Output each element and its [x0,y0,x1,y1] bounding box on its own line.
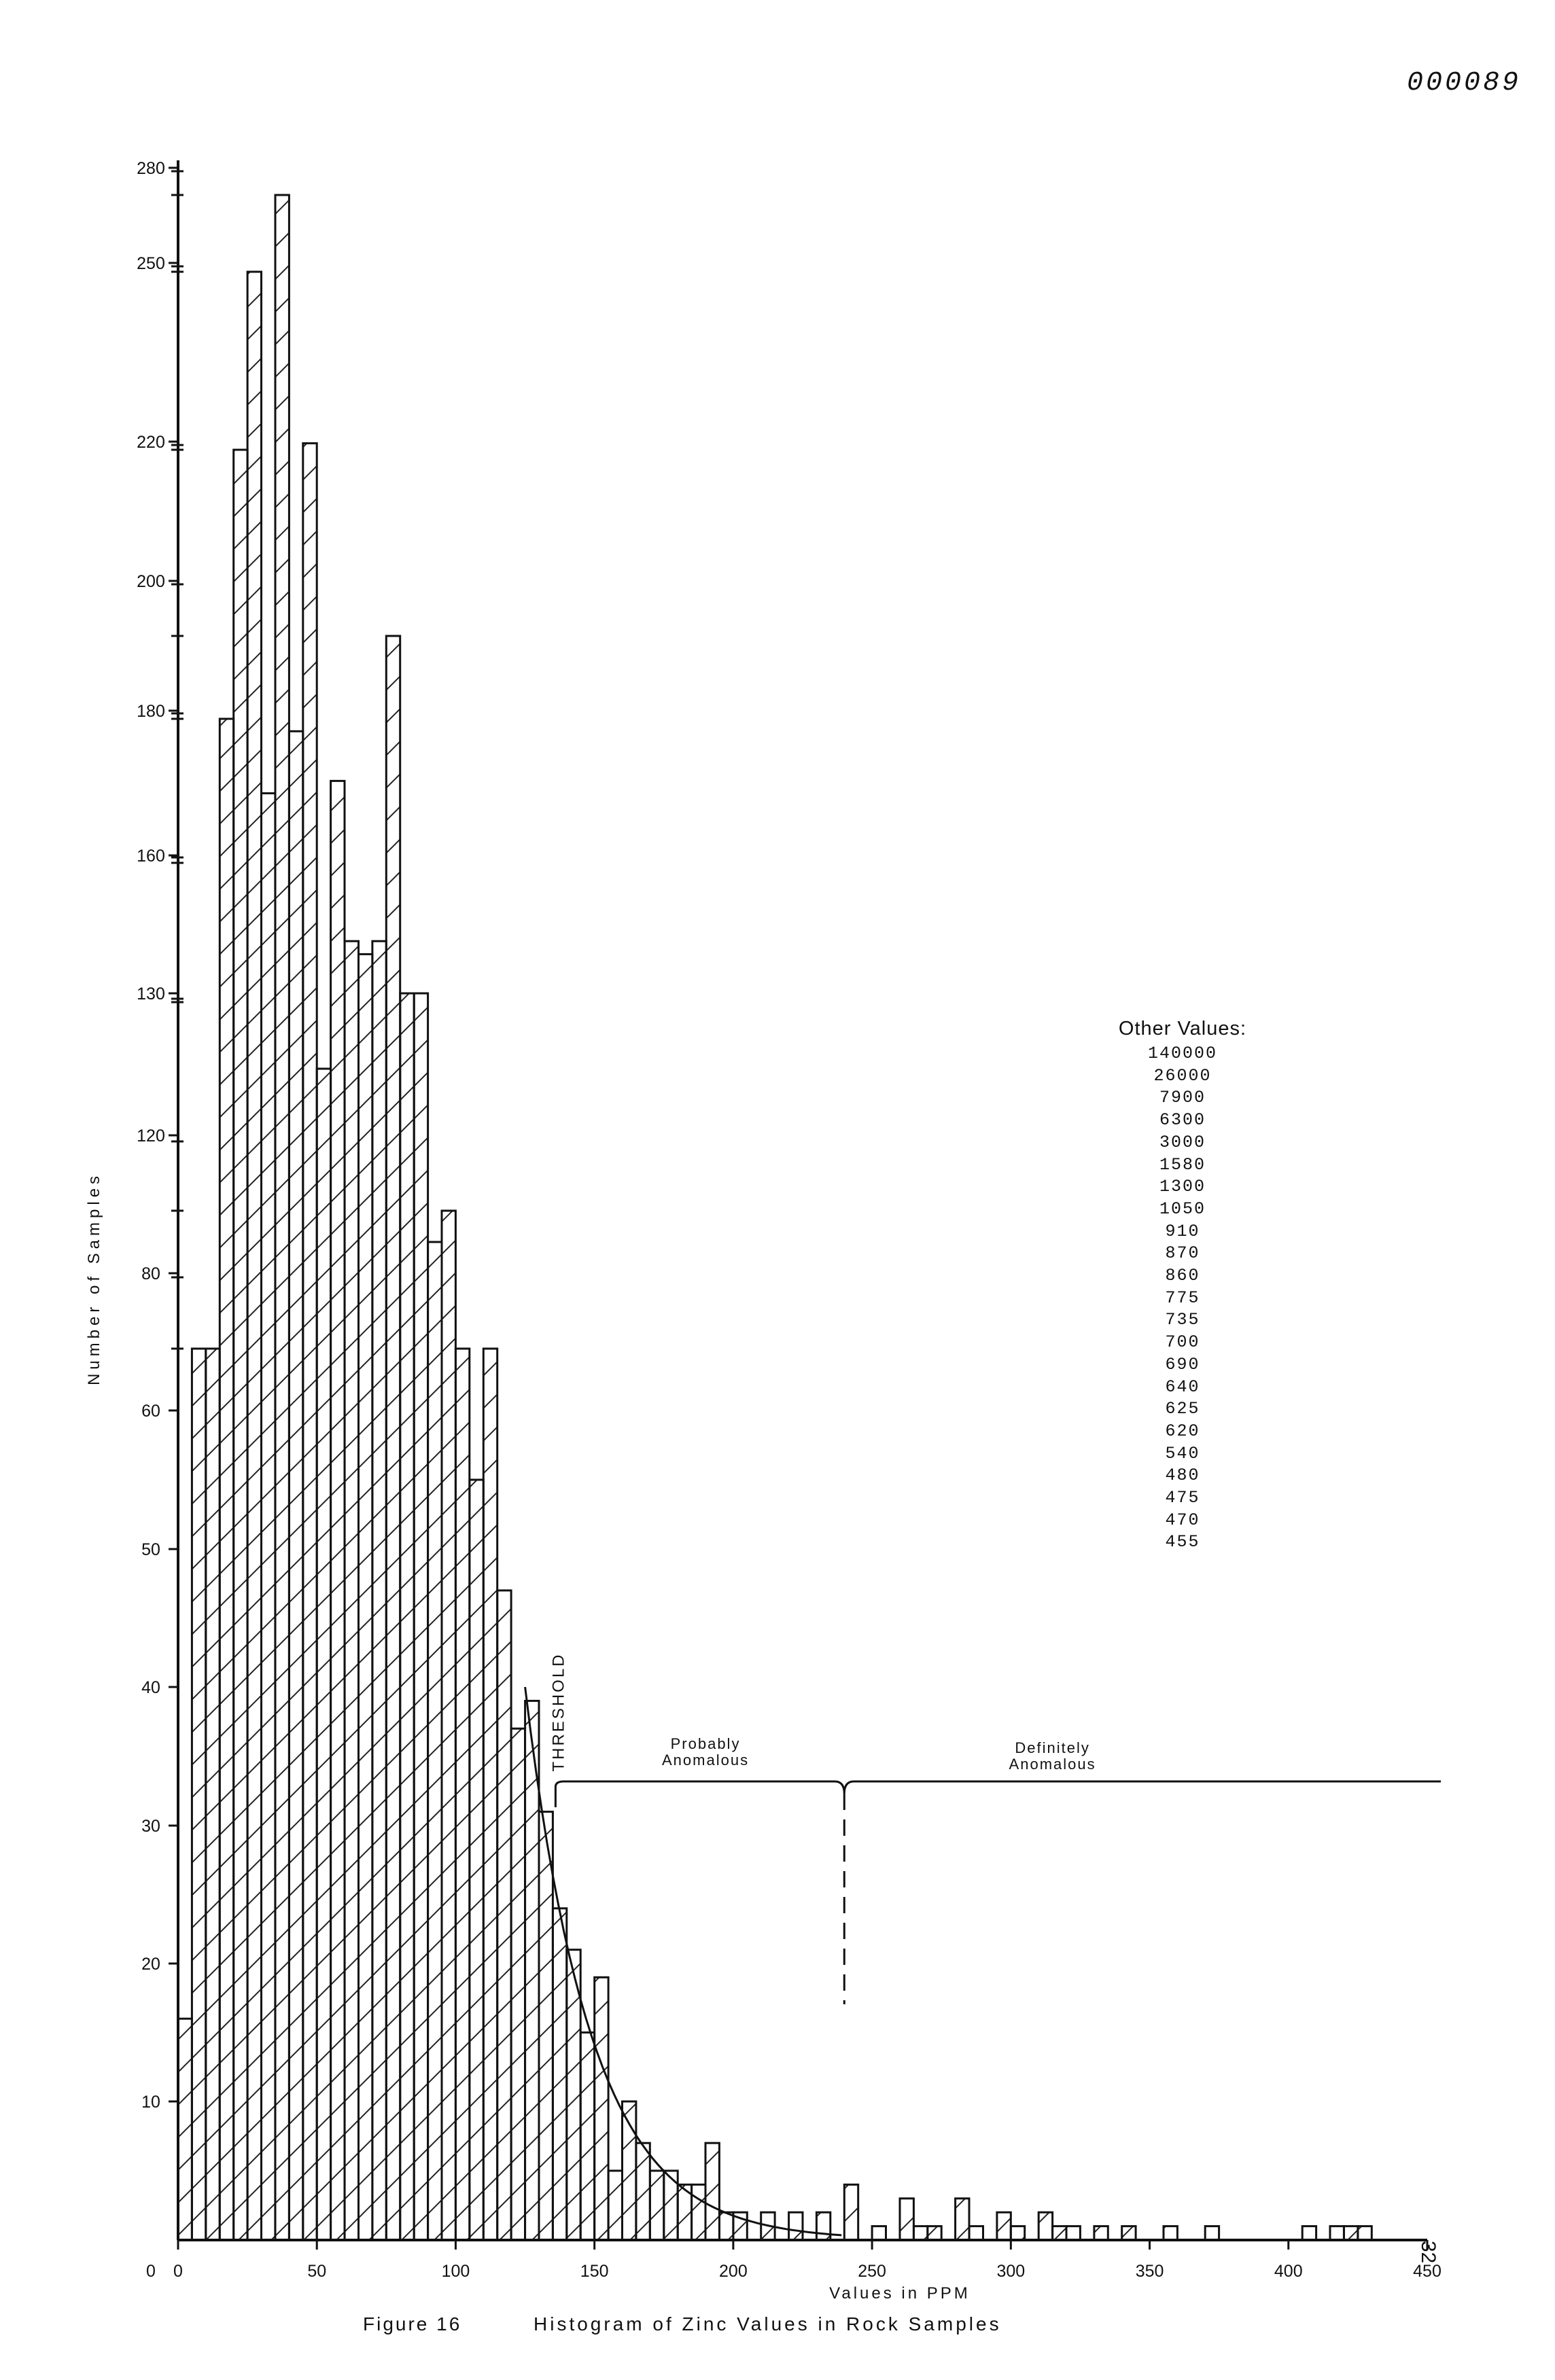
histogram-bar [400,993,414,2240]
x-tick-label: 400 [1274,2262,1303,2281]
other-value-item: 3000 [1159,1132,1206,1152]
histogram-bar [442,1211,455,2240]
x-tick-label: 250 [858,2262,886,2281]
histogram-bar [956,2199,969,2240]
y-tick-label: 40 [141,1678,160,1697]
x-tick-label: 200 [719,2262,748,2281]
histogram-bar [206,1349,220,2240]
histogram-bar [289,731,302,2240]
histogram-bar [1038,2212,1052,2240]
histogram-bar [234,450,247,2240]
histogram-bar [636,2143,650,2240]
side-page-number: 32 [1417,2241,1439,2264]
histogram-bar [816,2212,830,2240]
x-tick-label: 0 [173,2262,183,2281]
histogram-bar [580,2033,594,2241]
histogram-bar [913,2226,927,2240]
histogram-bar [455,1349,469,2240]
histogram-bar [608,2171,622,2240]
other-value-item: 1050 [1159,1198,1206,1219]
other-value-item: 7900 [1159,1088,1206,1108]
histogram-bar [705,2143,719,2240]
histogram-bar [303,443,317,2240]
page-number: 000089 [1407,68,1522,99]
histogram-bar [483,1349,497,2240]
other-value-item: 475 [1165,1488,1200,1508]
histogram-bar [872,2226,886,2240]
y-tick-label: 50 [141,1540,160,1559]
histogram-bar [1122,2226,1136,2240]
threshold-label: THRESHOLD [549,1652,568,1772]
histogram-bar [178,2019,192,2240]
y-tick-label: 60 [141,1402,160,1421]
y-axis-label: Number of Samples [85,1171,103,1386]
histogram-bar [345,941,358,2240]
histogram-bar [428,1242,442,2240]
x-tick-label: 50 [307,2262,327,2281]
other-value-item: 910 [1165,1221,1200,1241]
x-tick-label: 350 [1135,2262,1164,2281]
y-tick-label: 0 [146,2262,156,2281]
histogram-bar [720,2212,733,2240]
other-value-item: 26000 [1153,1065,1212,1086]
y-tick-label: 30 [141,1817,160,1836]
histogram-bar [511,1728,525,2240]
other-values-list [1060,1018,1305,1554]
other-value-item: 480 [1165,1466,1200,1486]
other-value-item: 870 [1165,1243,1200,1264]
probably-anomalous-label: Probably [670,1735,741,1752]
histogram-bar [900,2199,913,2240]
histogram-bar [1330,2226,1344,2240]
other-value-item: 455 [1165,1532,1200,1552]
other-value-item: 735 [1165,1310,1200,1330]
histogram-bar [359,954,372,2240]
histogram-bar [386,636,400,2240]
definitely-anomalous-label: Anomalous [1009,1756,1096,1773]
other-value-item: 6300 [1159,1110,1206,1131]
probably-anomalous-label: Anomalous [662,1752,750,1769]
other-value-item: 540 [1165,1443,1200,1463]
histogram-bar [470,1480,483,2240]
other-value-item: 860 [1165,1266,1200,1286]
histogram-bar [595,1977,608,2240]
x-axis-label: Values in PPM [829,2284,971,2303]
histogram-bar [1302,2226,1316,2240]
figure-label: Figure 16 [363,2313,462,2334]
histogram-bar [262,794,275,2240]
chart-title: Histogram of Zinc Values in Rock Samples [534,2313,1002,2334]
other-value-item: 140000 [1147,1044,1217,1063]
y-tick-label: 180 [137,702,165,721]
y-tick-label: 280 [137,159,165,178]
x-tick-label: 450 [1413,2262,1442,2281]
histogram-bar [553,1908,566,2240]
other-value-item: 775 [1165,1287,1200,1308]
other-value-item: 1300 [1159,1177,1206,1197]
y-tick-label: 80 [141,1264,160,1283]
histogram-bar [928,2226,941,2240]
other-value-item: 690 [1165,1354,1200,1374]
histogram-bar [1066,2226,1080,2240]
histogram-bar [1053,2226,1066,2240]
y-tick-label: 20 [141,1955,160,1974]
other-value-item: 470 [1165,1510,1200,1530]
y-tick-label: 250 [137,254,165,273]
histogram-bar [969,2226,983,2240]
histogram-bar [192,1349,205,2240]
histogram-bar [997,2212,1011,2240]
definitely-anomalous-label: Definitely [1015,1739,1090,1756]
other-value-item: 700 [1165,1332,1200,1353]
histogram-bar [844,2184,858,2240]
histogram-bar [247,272,261,2240]
histogram-bar [1358,2226,1371,2240]
histogram-bar [789,2212,803,2240]
histogram-bar [497,1591,511,2240]
histogram-bar [220,719,233,2240]
other-value-item: 1580 [1159,1154,1206,1175]
y-tick-label: 130 [137,984,165,1003]
histogram-bar [1344,2226,1358,2240]
y-tick-label: 10 [141,2093,160,2112]
histogram-bar [275,195,289,2240]
histogram-bar [331,781,345,2240]
x-tick-label: 150 [580,2262,609,2281]
histogram-bar [1094,2226,1108,2240]
other-value-item: 640 [1165,1377,1200,1397]
y-tick-label: 120 [137,1126,165,1145]
y-tick-label: 220 [137,433,165,452]
y-tick-label: 160 [137,847,165,866]
histogram-bar [692,2184,705,2240]
histogram-bar [650,2171,663,2240]
other-value-item: 620 [1165,1421,1200,1441]
other-value-item: 625 [1165,1399,1200,1419]
histogram-bar [1164,2226,1177,2240]
x-tick-label: 100 [441,2262,470,2281]
histogram-bar [414,993,427,2240]
y-tick-label: 200 [137,572,165,591]
anomaly-bracket [555,1781,1441,1807]
histogram-bar [1205,2226,1219,2240]
histogram-bar [372,941,386,2240]
histogram-bar [1011,2226,1024,2240]
x-tick-label: 300 [996,2262,1026,2281]
other-values-title: Other Values: [1118,1018,1247,1040]
histogram-bar [539,1812,553,2240]
histogram-bar [317,1069,330,2240]
